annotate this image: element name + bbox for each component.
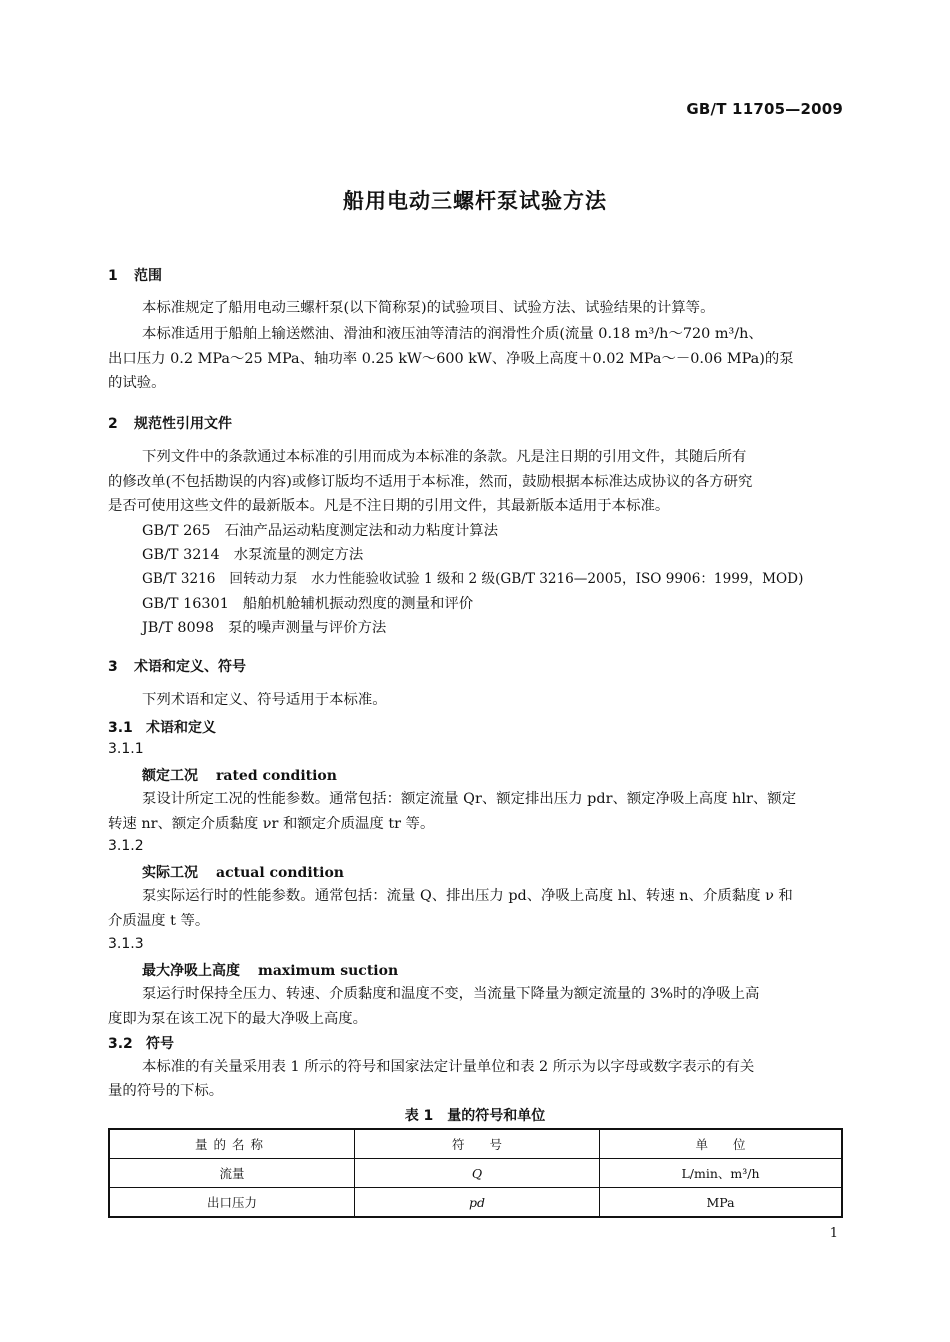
reference-title: 泵的噪声测量与评价方法 <box>228 620 387 636</box>
subsection-title: 术语和定义 <box>146 720 216 736</box>
s3-2-paragraph-line-1: 本标准的有关量采用表 1 所示的符号和国家法定计量单位和表 2 所示为以字母或数字表示的有关 <box>142 1059 755 1075</box>
section-3-heading <box>108 656 246 676</box>
reference-code: GB/T 3216 <box>142 571 216 587</box>
term-definition-line-1: 泵运行时保持全压力、转速、介质黏度和温度不变，当流量下降量为额定流量的 3%时的净吸上高 <box>142 986 760 1002</box>
reference-item <box>142 519 498 544</box>
reference-code: GB/T 16301 <box>142 596 229 612</box>
reference-item <box>142 592 473 617</box>
section-title: 范围 <box>134 268 162 284</box>
section-number: 3 <box>108 659 118 675</box>
term-english: maximum suction <box>258 963 399 979</box>
s3-intro: 下列术语和定义、符号适用于本标准。 <box>142 692 387 708</box>
table-header-cell: 单 位 <box>600 1129 843 1159</box>
term-chinese: 额定工况 <box>142 768 198 784</box>
section-title: 规范性引用文件 <box>134 416 232 432</box>
section-number: 1 <box>108 268 118 284</box>
s3-2-paragraph-line-2: 量的符号的下标。 <box>108 1083 224 1099</box>
table-header-cell: 量的名称 <box>109 1129 355 1159</box>
subsection-number: 3.2 <box>108 1036 133 1052</box>
clause-number: 3.1.2 <box>108 838 144 854</box>
clause-number: 3.1.3 <box>108 936 144 952</box>
term-heading <box>142 862 344 882</box>
s2-paragraph-line-3: 是否可使用这些文件的最新版本。凡是不注日期的引用文件，其最新版本适用于本标准。 <box>108 498 670 514</box>
term-definition-line-2: 度即为泵在该工况下的最大净吸上高度。 <box>108 1011 368 1027</box>
term-english: actual condition <box>216 865 344 881</box>
symbol: pd <box>468 1194 485 1210</box>
s2-paragraph-line-2: 的修改单(不包括勘误的内容)或修订版均不适用于本标准，然而，鼓励根据本标准达成协议的各方研究 <box>108 474 753 490</box>
table-row <box>109 1159 842 1188</box>
reference-item <box>142 567 803 592</box>
reference-code: JB/T 8098 <box>142 620 214 636</box>
symbols-units-table <box>108 1128 843 1218</box>
symbol: Q <box>471 1165 483 1181</box>
table-row <box>109 1188 842 1218</box>
subsection-title: 符号 <box>146 1036 174 1052</box>
table-header-cell: 符 号 <box>355 1129 600 1159</box>
reference-item <box>142 543 363 568</box>
reference-code: GB/T 265 <box>142 523 211 539</box>
table-cell <box>355 1159 600 1188</box>
subsection-3-2-heading <box>108 1033 174 1053</box>
reference-title: 石油产品运动粘度测定法和动力粘度计算法 <box>224 523 498 539</box>
reference-item <box>142 616 386 641</box>
table-cell: L/min、m³/h <box>600 1159 843 1188</box>
table-caption: 表 1 量的符号和单位 <box>404 1108 546 1124</box>
s1-paragraph-2-line-3: 的试验。 <box>108 375 166 391</box>
table-header-row <box>109 1129 842 1159</box>
section-2-heading <box>108 413 232 433</box>
term-definition-line-2: 介质温度 t 等。 <box>108 913 210 929</box>
s1-paragraph-2-line-2: 出口压力 0.2 MPa～25 MPa、轴功率 0.25 kW～600 kW、净吸上高度＋0.02 MPa～－0.06 MPa)的泵 <box>108 351 794 367</box>
standard-number: GB/T 11705—2009 <box>686 100 843 118</box>
clause-number: 3.1.1 <box>108 741 144 757</box>
term-chinese: 实际工况 <box>142 865 198 881</box>
term-heading <box>142 765 337 785</box>
section-title: 术语和定义、符号 <box>134 659 246 675</box>
s1-paragraph-1: 本标准规定了船用电动三螺杆泵(以下简称泵)的试验项目、试验方法、试验结果的计算等。 <box>142 300 715 316</box>
section-1-heading <box>108 265 162 285</box>
document-title: 船用电动三螺杆泵试验方法 <box>343 189 607 213</box>
table-cell: MPa <box>600 1188 843 1218</box>
reference-code: GB/T 3214 <box>142 547 220 563</box>
table-cell: 流量 <box>109 1159 355 1188</box>
table-cell: 出口压力 <box>109 1188 355 1218</box>
reference-title: 水泵流量的测定方法 <box>233 547 364 563</box>
s2-paragraph-line-1: 下列文件中的条款通过本标准的引用而成为本标准的条款。凡是注日期的引用文件，其随后所有 <box>142 449 747 465</box>
subsection-number: 3.1 <box>108 720 133 736</box>
reference-title: 船舶机舱辅机振动烈度的测量和评价 <box>242 596 474 612</box>
term-chinese: 最大净吸上高度 <box>142 963 240 979</box>
term-definition-line-1: 泵设计所定工况的性能参数。通常包括：额定流量 Qr、额定排出压力 pdr、额定净吸上高度 hlr、额定 <box>142 791 797 807</box>
term-english: rated condition <box>216 768 337 784</box>
page-number: 1 <box>829 1226 838 1241</box>
term-definition-line-2: 转速 nr、额定介质黏度 νr 和额定介质温度 tr 等。 <box>108 816 435 832</box>
subsection-3-1-heading <box>108 717 216 737</box>
s1-paragraph-2-line-1: 本标准适用于船舶上输送燃油、滑油和液压油等清洁的润滑性介质(流量 0.18 m³/h～720 m³/h、 <box>142 326 763 342</box>
term-definition-line-1: 泵实际运行时的性能参数。通常包括：流量 Q、排出压力 pd、净吸上高度 hl、转速 n、介质黏度 ν 和 <box>142 888 793 904</box>
table-cell <box>355 1188 600 1218</box>
reference-title: 回转动力泵 水力性能验收试验 1 级和 2 级(GB/T 3216—2005，ISO 9906：1999，MOD) <box>229 571 804 587</box>
section-number: 2 <box>108 416 118 432</box>
term-heading <box>142 960 398 980</box>
